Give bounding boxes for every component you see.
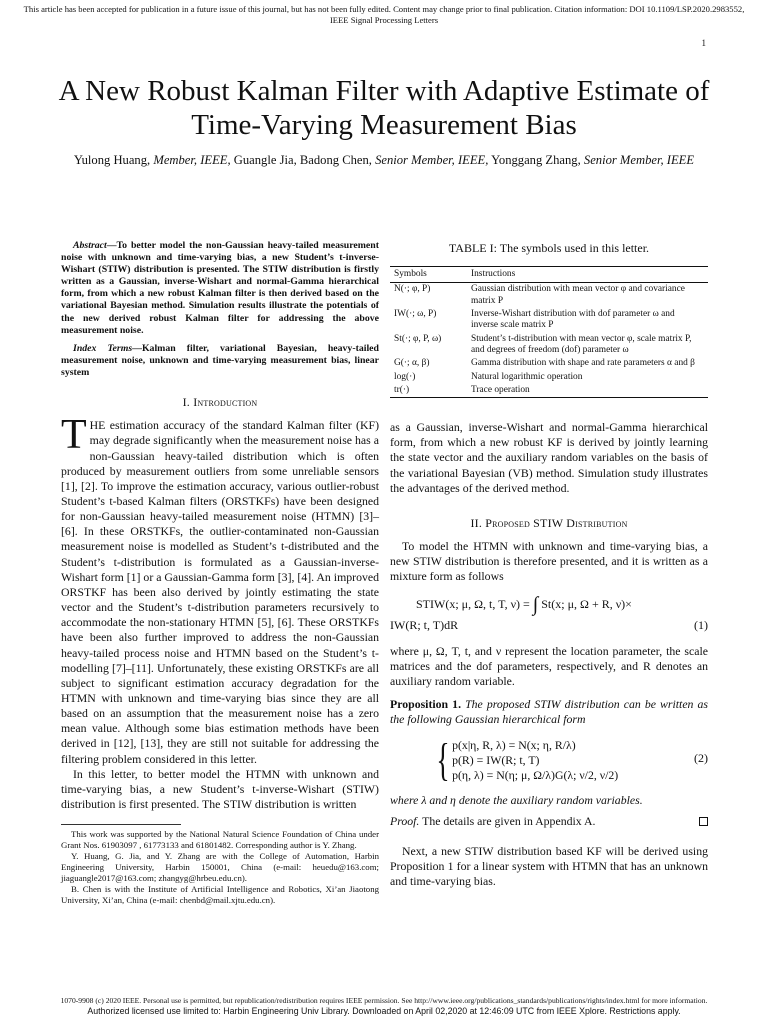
author-name: Yulong Huang, [73, 153, 154, 167]
equation-number: (2) [694, 751, 708, 766]
paper-title: A New Robust Kalman Filter with Adaptive Estimate of Time-Varying Measurement Bias [58, 75, 710, 141]
index-terms-text: —Kalman filter, variational Bayesian, heavy-tailed measurement noise, unknown and time-varying measurement bias, linear system [61, 342, 379, 378]
section-heading-proposed-stiw: II. Proposed STIW Distribution [470, 515, 628, 530]
intro-paragraph-1: THE estimation accuracy of the standard Kalman filter (KF) may degrade significantly when the measurement noise has a non-Gaussian heavy-tailed distribution which is often produced by measurement outliers from some unreliable sensors [1], [2]. To improve the estimation accuracy, various outlier-robust Student’s t-based Kalman filters (ORSTKFs) have been designed for non-Gaussian heavy-tailed measurement noise (HTMN) [3]–[6]. In these ORSTKFs, the outlier-contaminated non-Gaussian measurement noise is modelled as Student’s t-distributed and the Student’s t-distribution is formulated as a Gaussian-inverse-Wishart form [1] or a Gaussian-Gamma form [3], [4]. An improved ORSTKF has been also derived by jointly estimating the state vector and the Student’s t-distribution parameters recursively to accommodate the non-stationary HTMN [5], [6]. These ORSTKFs have been also further improved to address the non-Gaussian heavy-tailed process noise and HTMN based on the Student’s t-modelling [7]–[11]. Unfortunately, these existing ORSTKFs are all subject to significant estimation accuracy degradation for the HTMN with unknown and time-varying bias since they are all based on an assumption that the measurement noise has a zero mean value. Although some bias estimation methods have been derived in [12], [13], they are still not suitable for addressing the filtering problem considered in this letter. [61, 412, 379, 766]
table-row: IW(·; ω, P) Inverse-Wishart distribution with dof parameter ω and inverse scale matrix P [394, 309, 675, 331]
author-role: Member, IEEE, [153, 153, 231, 167]
continued-paragraph: as a Gaussian, inverse-Wishart and normal-Gamma hierarchical form, from which a new robust KF is derived by jointly learning the state vector and the auxiliary random variables on the basis of the variational Bayesian (VB) method. Simulation study illustrates the advantages of the derived method. [390, 420, 708, 495]
drop-cap: T [61, 412, 87, 459]
section2-paragraph-4: Next, a new STIW distribution based KF will be derived using Proposition 1 for a linear system with HTMN that has an unknown and time-varying bias. [390, 843, 708, 888]
section2-paragraph-3: where λ and η denote the auxiliary random variables. [390, 793, 643, 808]
copyright-line: 1070-9908 (c) 2020 IEEE. Personal use is permitted, but republication/redistribution requires IEEE permission. See http://www.ieee.org/publications_standards/publications/rights/index.html for more information. [60, 996, 708, 1005]
proof [390, 814, 708, 829]
equation-2: { p(x|η, R, λ) = N(x; η, R/λ) p(R) = IW(R; t, T) p(η, λ) = N(η; μ, Ω/λ)G(λ; ν/2, ν/2) (2) [436, 734, 708, 786]
license-line: Authorized licensed use limited to: Harbin Engineering Univ Library. Downloaded on April 02,2020 at 12:46:09 UTC from IEEE Xplore. Restrictions apply. [87, 1006, 681, 1016]
table-caption: TABLE I: The symbols used in this letter. [448, 241, 650, 255]
abstract-text: —To better model the non-Gaussian heavy-tailed measurement noise with unknown and time-varying bias, a new Student’s t-inverse-Wishart (STIW) distribution is presented. The STIW distribution is firstly written as a Gaussian, inverse-Wishart and normal-Gamma hierarchical form, from which a new robust Kalman filter is then derived based on the variational Bayesian method. Simulation results illustrate the potentials of the new derived robust Kalman filter for addressing the above measurement noise. [61, 240, 379, 336]
equation-1: STIW(x; μ, Ω, t, T, ν) = ∫ St(x; μ, Ω + R, ν)× IW(R; t, T)dR (1) [390, 593, 708, 633]
table-row: log(·) Natural logarithmic operation [394, 371, 583, 382]
table-header: Instructions [467, 267, 708, 283]
symbols-table [390, 266, 708, 398]
page-number: 1 [701, 38, 706, 48]
proposition-1 [390, 697, 708, 727]
table-row: G(·; α, β) Gamma distribution with shape and rate parameters α and β [394, 358, 695, 369]
footnote-divider [61, 824, 181, 825]
abstract [61, 240, 379, 337]
author-list [60, 152, 708, 169]
right-column [390, 240, 708, 889]
intro-paragraph-2: In this letter, to better model the HTMN with unknown and time-varying bias, a new Student’s t-inverse-Wishart (STIW) distribution is first presented. The STIW distribution is written [61, 766, 379, 812]
table-row: N(·; φ, P) Gaussian distribution with mean vector φ and covariance matrix P [394, 284, 685, 306]
table-row: St(·; φ, P, ω) Student’s t-distribution with mean vector φ, scale matrix P, and degrees of freedom (dof) parameter ω [394, 333, 692, 355]
affiliation-footnote: Y. Huang, G. Jia, and Y. Zhang are with the College of Automation, Harbin Engineering University, Harbin 150001, China (e-mail: heuedu@163.com; jiaguangle2017@163.com; zhangyg@hrbeu.edu.cn). [61, 851, 379, 884]
author-name: Guangle Jia, Badong Chen, [230, 153, 376, 167]
acceptance-notice: This article has been accepted for publication in a future issue of this journal, but has not been fully edited. Content may change prior to final publication. Citation information: DOI 10.1109/LSP.2020.2983552, IEEE Signal Processing Letters [23, 4, 745, 25]
curly-brace: { [436, 734, 450, 786]
integral-symbol: ∫ [532, 593, 539, 616]
equation-number: (1) [694, 618, 708, 633]
section2-paragraph-2: where μ, Ω, T, t, and ν represent the location parameter, the scale matrices and the dof parameters, respectively, and R denotes an auxiliary random variable. [390, 643, 708, 688]
proof-text: The details are given in Appendix A. [419, 814, 596, 829]
funding-footnote: This work was supported by the National Natural Science Foundation of China under Grant Nos. 61903097 , 61773133 and 61801482. Corresponding author is Y. Zhang. [61, 829, 379, 851]
section-heading-introduction: I. Introduction [182, 395, 258, 410]
proposition-text: The proposed STIW distribution can be written as the following Gaussian hierarchical form [390, 696, 708, 727]
affiliation-footnote: B. Chen is with the Institute of Artificial Intelligence and Robotics, Xi’an Jiaotong University, Xi’an, China (e-mail: chenbd@mail.xjtu.edu.cn). [61, 884, 379, 906]
proposition-label: Proposition 1. [390, 696, 462, 711]
section2-paragraph-1: To model the HTMN with unknown and time-varying bias, a new STIW distribution is therefore presented, and it is written as a mixture form as follows [390, 539, 708, 584]
proof-label: Proof. [390, 814, 420, 829]
footnotes [61, 829, 379, 906]
table-row: tr(·) Trace operation [390, 384, 708, 398]
table-header: Symbols [390, 267, 467, 283]
author-role: Senior Member, IEEE [583, 153, 695, 167]
author-name: Yonggang Zhang, [488, 153, 584, 167]
index-terms-lead: Index Terms [73, 342, 133, 354]
qed-box-icon [699, 817, 708, 826]
index-terms [61, 343, 379, 379]
abstract-lead: Abstract [73, 240, 107, 251]
left-column [61, 240, 379, 906]
author-role: Senior Member, IEEE, [375, 153, 489, 167]
